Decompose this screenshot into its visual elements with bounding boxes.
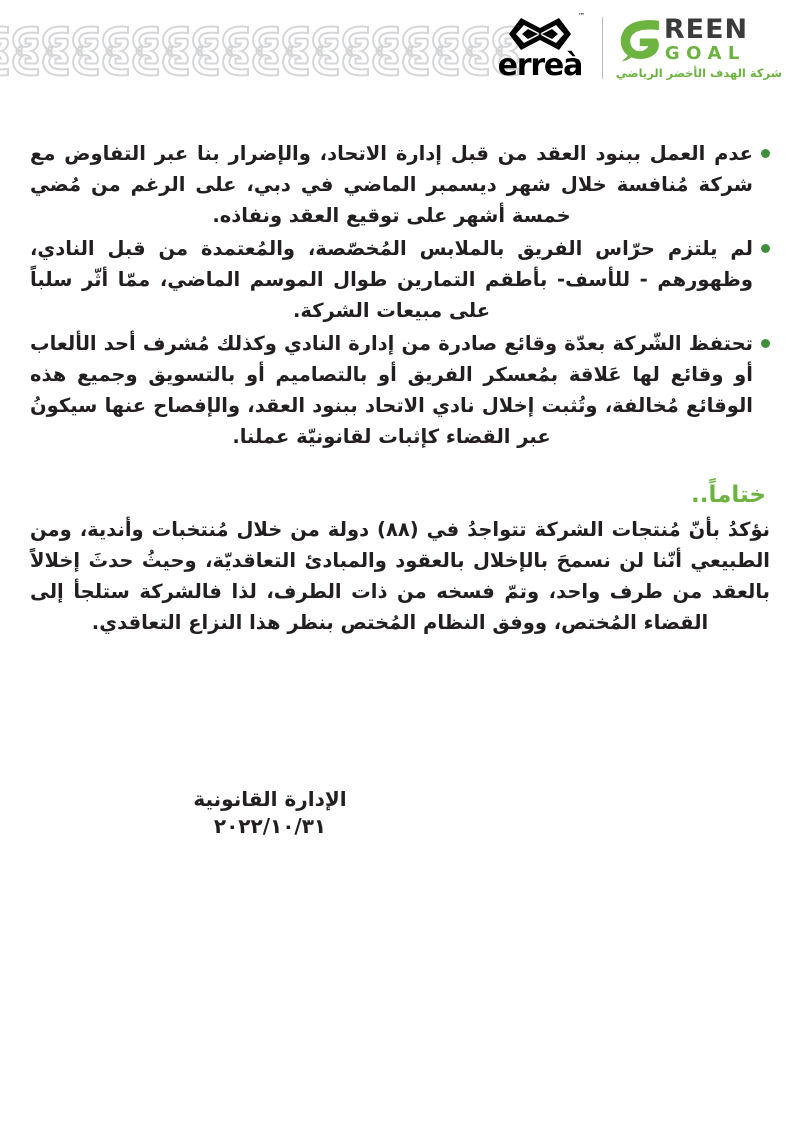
closing-paragraph: نؤكدُ بأنّ مُنتجات الشركة تتواجدُ في (٨٨) دولة من خلال مُنتخبات وأندية، ومن الطبيعي أنّنا لن نسمحَ بالإخلال بالعقود والمبادئ التعاقديّة، وحيثُ حدثَ إخلالاً بالعقد من طرف واحد، وتمّ فسخه من ذات الطرف، لذا فالشركة ستلجأ إلى القضاء المُختص، ووفق النظام المُختص بنظر هذا النزاع التعاقدي. xyxy=(30,518,771,634)
watermark-g-icon xyxy=(370,51,400,78)
watermark-g-icon xyxy=(40,51,70,78)
watermark-g-icon xyxy=(310,51,340,78)
page-header xyxy=(0,0,800,110)
watermark-g-icon xyxy=(250,24,280,51)
list-item: عدم العمل ببنود العقد من قبل إدارة الاتحاد، والإضرار بنا عبر التفاوض مع شركة مُنافسة خلال شهر ديسمبر الماضي في دبي، على الرغم من مُضي خمسة أشهر على توقيع العقد ونفاذه. xyxy=(30,138,770,231)
green-goal-word-goal: GOAL xyxy=(664,42,746,64)
watermark-g-icon xyxy=(10,24,40,51)
watermark-g-icon xyxy=(190,51,220,78)
watermark-g-icon xyxy=(280,51,310,78)
watermark-g-icon xyxy=(220,24,250,51)
watermark-g-icon xyxy=(160,24,190,51)
watermark-g-icon xyxy=(100,51,130,78)
document-body xyxy=(0,110,800,840)
green-goal-logo-top xyxy=(616,13,749,64)
watermark-g-icon xyxy=(220,51,250,78)
watermark-g-icon xyxy=(460,24,490,51)
watermark-g-icon xyxy=(10,51,40,78)
watermark-g-icon xyxy=(40,24,70,51)
errea-trademark-symbol: ™ xyxy=(577,12,585,20)
watermark-g-icon xyxy=(70,51,100,78)
green-goal-wordmarks xyxy=(663,13,749,64)
watermark-g-icon xyxy=(340,24,370,51)
watermark-g-icon xyxy=(100,24,130,51)
signature-date: ٢٠٢٢/١٠/٣١ xyxy=(213,814,327,838)
signature-department: الإدارة القانونية xyxy=(193,787,347,811)
green-goal-word-reen: REEN xyxy=(663,13,749,45)
closing-section-heading: ختاماً.. xyxy=(691,482,766,508)
watermark-g-icon xyxy=(130,24,160,51)
list-item: تحتفظ الشّركة بعدّة وقائع صادرة من إدارة النادي وكذلك مُشرف أحد الألعاب أو وقائع لها عَلاقة بمُعسكر الفريق أو بالتصاميم أو بالتسويق وجميع هذه الوقائع مُخالفة، وتُثبت إخلال نادي الاتحاد ببنود العقد، والإفصاح عنها سيكونُ عبر القضاء كإثبات لقانونيّة عملنا. xyxy=(30,328,770,452)
errea-wordmark: erreà xyxy=(497,48,583,83)
watermark-g-icon xyxy=(280,24,310,51)
watermark-g-icon xyxy=(460,51,490,78)
signature-block xyxy=(30,786,770,840)
list-item: لم يلتزم حرّاس الفريق بالملابس المُخصّصة، والمُعتمدة من قبل النادي، وظهورهم - للأسف- بأطقم التمارين طوال الموسم الماضي، ممّا أثّر سلباً على مبيعات الشركة. xyxy=(30,233,770,326)
logo-divider xyxy=(602,17,603,79)
green-goal-logo xyxy=(615,13,782,80)
watermark-pattern-band xyxy=(0,24,520,78)
watermark-g-icon xyxy=(0,51,10,78)
errea-logo xyxy=(491,14,589,82)
watermark-g-icon xyxy=(130,51,160,78)
watermark-g-icon xyxy=(70,24,100,51)
watermark-g-icon xyxy=(340,51,370,78)
watermark-g-icon xyxy=(190,24,220,51)
watermark-row-top xyxy=(0,24,520,51)
header-logo-group xyxy=(491,14,782,82)
watermark-row-bottom xyxy=(0,51,520,78)
watermark-g-icon xyxy=(400,51,430,78)
green-goal-arabic-subtitle: شركة الهدف الأخضر الرياضي xyxy=(615,65,782,80)
watermark-g-icon xyxy=(400,24,430,51)
watermark-g-icon xyxy=(310,24,340,51)
grievance-bullet-list xyxy=(30,138,770,452)
green-goal-g-speech-bubble-icon xyxy=(616,17,662,63)
watermark-g-icon xyxy=(370,24,400,51)
watermark-g-icon xyxy=(0,24,10,51)
errea-double-diamond-icon xyxy=(491,14,589,54)
watermark-g-icon xyxy=(430,51,460,78)
watermark-g-icon xyxy=(160,51,190,78)
watermark-g-icon xyxy=(430,24,460,51)
watermark-g-icon xyxy=(250,51,280,78)
